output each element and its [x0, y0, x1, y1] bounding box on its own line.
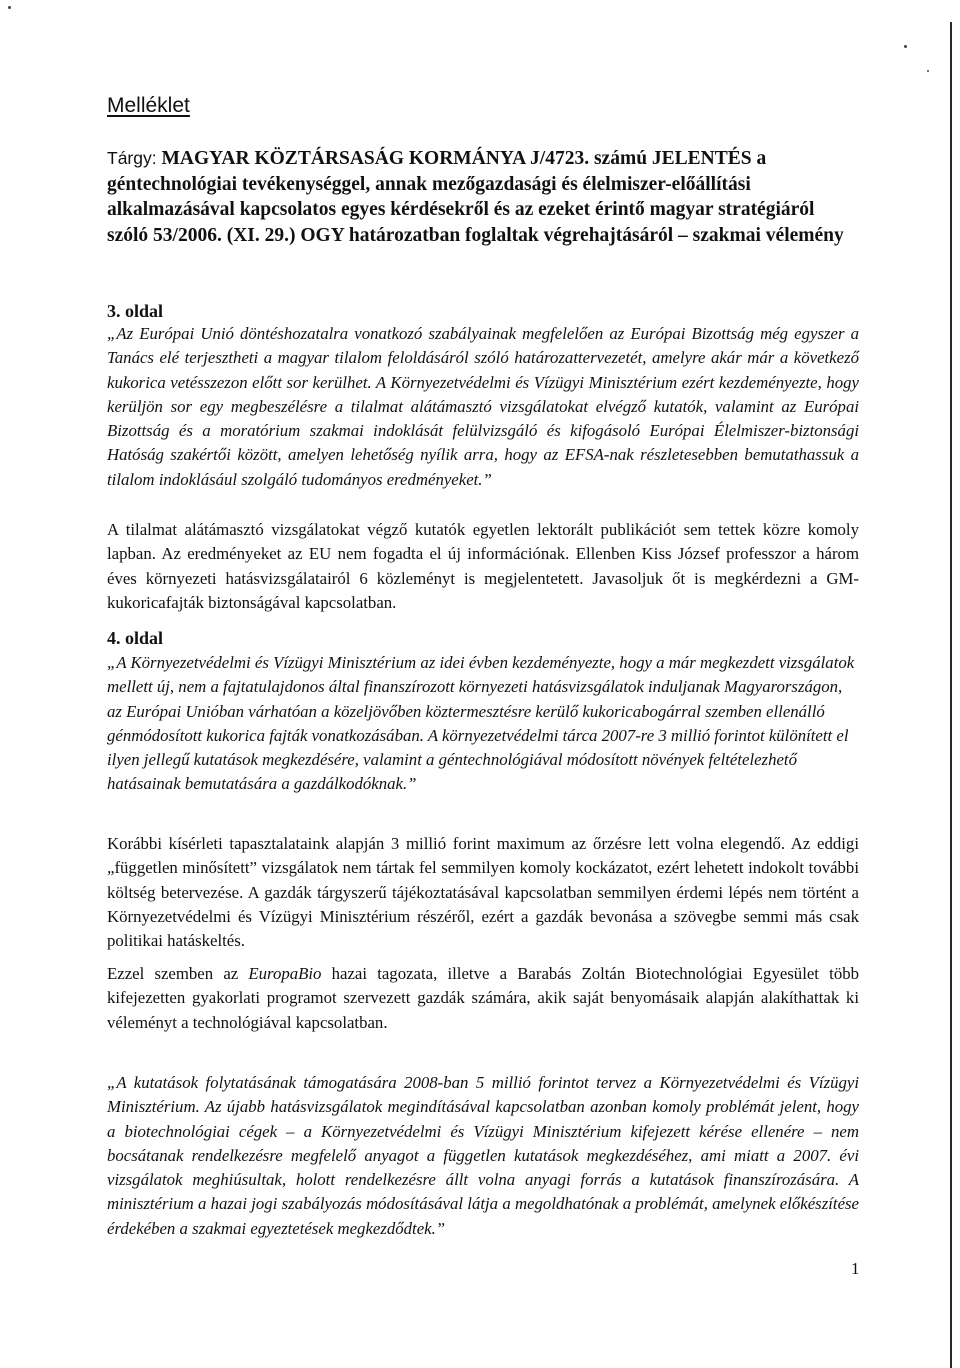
section3-heading: 3. oldal: [107, 301, 164, 321]
section4-heading: 4. oldal: [107, 628, 164, 648]
subject-block: [107, 146, 859, 248]
scan-speck: [927, 70, 929, 72]
section3-comment: A tilalmat alátámasztó vizsgálatokat végző kutatók egyetlen lektorált publikációt sem tettek közre komoly lapban. Az eredményeket az EU nem fogadta el új információnak. Ellenben Kiss József professzor a három éves környezeti hatásvizsgálatairól 6 közleményt is megjelentetett. Javasoljuk őt is megkérdezni a GM-kukoricafajták biztonságával kapcsolatban.: [107, 520, 859, 612]
annex-title: Melléklet: [107, 94, 190, 117]
section4-comment1: Korábbi kísérleti tapasztalataink alapján 3 millió forint maximum az őrzésre lett volna elegendő. Az eddigi „független minősített” vizsgálatok nem tártak fel semmilyen komoly kockázatot, ezért lehetett indokolt további költség betervezése. A gazdák tárgyszerű tájékoztatásával kapcsolatban semmilyen érdemi lépés nem történt a Környezetvédelmi és Vízügyi Minisztérium részéről, ezért a gazdák bevonása a szövegbe semmi más csak politikai hatáskeltés.: [107, 834, 859, 951]
scan-speck: [8, 6, 11, 9]
page-number: 1: [851, 1259, 860, 1278]
section4-quote1: „A Környezetvédelmi és Vízügyi Minisztérium az idei évben kezdeményezte, hogy a már megkezdett vizsgálatok mellett új, nem a fajtatulajdonos által finanszírozott környezeti hatásvizsgálatok induljanak Magyarországon, az Európai Unióban várhatóan a közeljövőben köztermesztésre kerülő kukoricabogárral szemben ellenálló génmódosított kukorica fajták vonatkozásában. A környezetvédelmi tárca 2007-re 3 millió forintot különített el ilyen jellegű kutatások megkezdésére, valamint a géntechnológiával módosított növények feltételezhető hatásainak bemutatására a gazdálkodóknak.”: [107, 653, 855, 794]
europabio-emphasis: EuropaBio: [248, 964, 322, 983]
comment2-pre: Ezzel szemben az: [107, 964, 249, 983]
section4-comment2: [107, 962, 859, 1035]
section4-quote2: „A kutatások folytatásának támogatására 2008-ban 5 millió forintot tervez a Környezetvédelmi és Vízügyi Minisztérium. Az újabb hatásvizsgálatok megindításával kapcsolatban azonban komoly problémát jelent, hogy a biotechnológiai cégek – a Környezetvédelmi és Vízügyi Minisztérium kifejezett kérése ellenére – nem bocsátanak rendelkezésre megfelelő anyagot a független kutatások megkezdéséhez, ami miatt a 2007. évi vizsgálatok meghiúsultak, holott rendelkezésre állt volna anyagi forrás a kutatások finanszírozására. A minisztérium a hazai jogi szabályozás módosításával látja a megoldhatónak a problémát, amelynek előkészítése érdekében a szakmai egyeztetések megkezdődtek.”: [107, 1073, 859, 1238]
scan-speck: [904, 45, 907, 48]
subject-text: MAGYAR KÖZTÁRSASÁG KORMÁNYA J/4723. számú JELENTÉS a géntechnológiai tevékenységgel, annak mezőgazdasági és élelmiszer-előállítási alkalmazásával kapcsolatos egyes kérdésekről és az ezeket érintő magyar stratégiáról szóló 53/2006. (XI. 29.) OGY határozatban foglaltak végrehajtásáról – szakmai vélemény: [107, 148, 844, 246]
scan-edge-line: [950, 22, 952, 1368]
comment2-post: hazai tagozata, illetve a Barabás Zoltán Biotechnológiai Egyesület több kifejezetten gyakorlati programot szervezett gazdák számára, akik saját benyomásaik alapján alakíthattak ki véleményt a technológiával kapcsolatban.: [107, 964, 859, 1032]
section3-quote: „Az Európai Unió döntéshozatalra vonatkozó szabályainak megfelelően az Európai Bizottság még egyszer a Tanács elé terjesztheti a magyar tilalom feloldásáról szóló határozattervezetét, amelyre akár már a következő kukorica vetésszezon előtt sor kerülhet. A Környezetvédelmi és Vízügyi Minisztérium ezért kezdeményezte, hogy kerüljön sor egy megbeszélésre a tilalmat alátámasztó vizsgálatokat elvégző kutatók, valamint az Európai Bizottság és a moratórium szakmai indoklását felülvizsgáló és kifogásoló Európai Élelmiszer-biztonsági Hatóság szakértői között, amelyen lehetőség nyílik arra, hogy az EFSA-nak részletesebben bemutathassuk a tilalom indoklásául szolgáló tudományos eredményeket.”: [107, 324, 859, 489]
subject-label: Tárgy:: [107, 148, 157, 168]
